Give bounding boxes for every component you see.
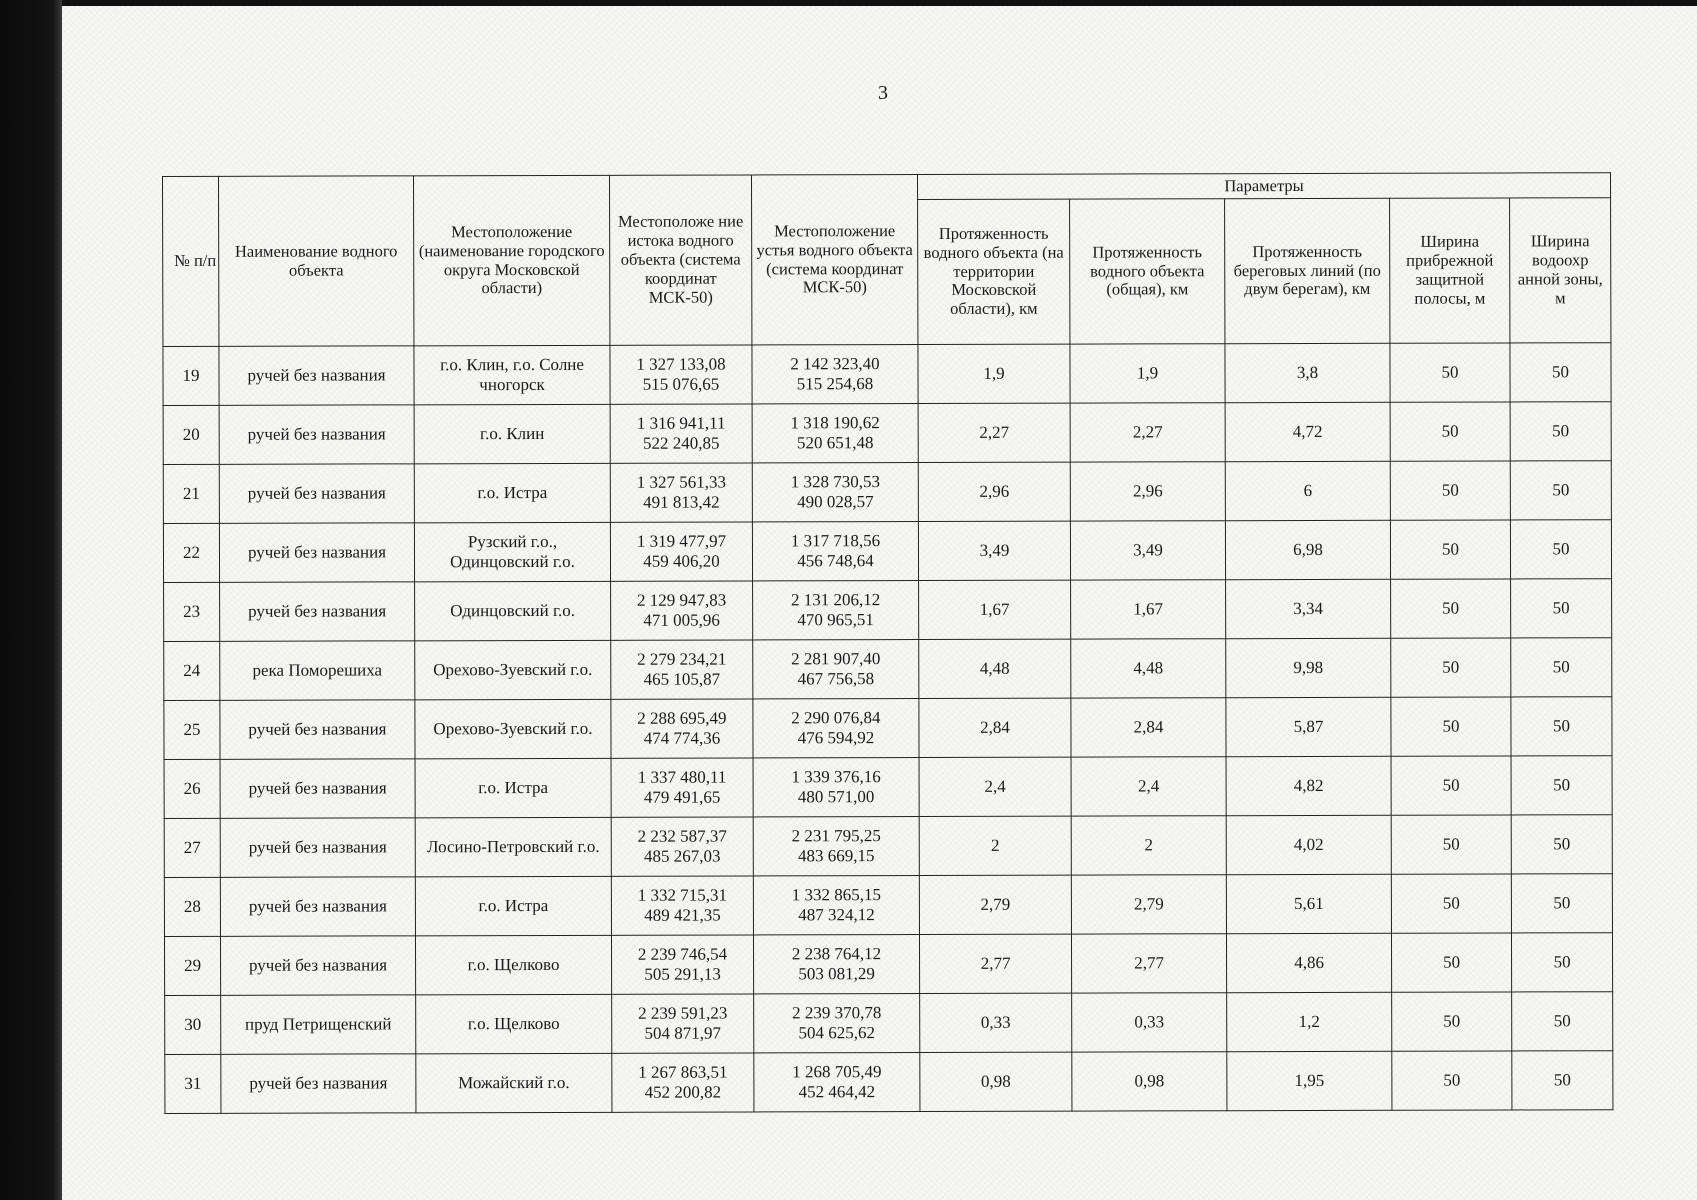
cell-num: 21 [163, 464, 219, 523]
header-len-region: Протяженность водного объекта (на территории Московской области), км [918, 199, 1070, 344]
cell-location: г.о. Щелково [416, 994, 612, 1054]
cell-shoreline: 5,87 [1226, 697, 1391, 756]
header-shore: Протяженность береговых линий (по двум берегам), км [1225, 198, 1390, 343]
cell-shoreline: 3,34 [1226, 579, 1391, 638]
cell-length-total: 2,77 [1071, 934, 1226, 993]
header-coastal: Ширина прибрежной защитной полосы, м [1390, 198, 1510, 343]
cell-length-region: 3,49 [918, 521, 1070, 580]
page-number: 3 [878, 82, 888, 104]
cell-protection-zone: 50 [1511, 874, 1612, 933]
cell-location: г.о. Клин, г.о. Солне чногорск [414, 345, 610, 405]
cell-length-total: 2,79 [1071, 875, 1226, 934]
cell-coastal-strip: 50 [1390, 402, 1510, 461]
cell-num: 20 [163, 405, 219, 464]
cell-length-total: 0,33 [1072, 993, 1227, 1052]
cell-name: ручей без названия [219, 464, 414, 524]
cell-length-region: 0,33 [920, 993, 1072, 1052]
cell-source-coords: 2 239 746,54 505 291,13 [611, 935, 753, 994]
table-row [164, 874, 1612, 937]
cell-mouth-coords: 2 231 795,25 483 669,15 [753, 817, 919, 876]
table-row [164, 933, 1612, 996]
table-row [165, 992, 1613, 1055]
cell-source-coords: 2 129 947,83 471 005,96 [611, 581, 753, 640]
cell-shoreline: 4,82 [1226, 756, 1391, 815]
cell-protection-zone: 50 [1510, 520, 1611, 579]
cell-mouth-coords: 2 281 907,40 467 756,58 [753, 640, 919, 699]
cell-mouth-coords: 1 328 730,53 490 028,57 [752, 463, 918, 522]
cell-length-total: 2,4 [1071, 757, 1226, 816]
cell-num: 25 [164, 700, 220, 759]
cell-num: 26 [164, 759, 220, 818]
cell-mouth-coords: 2 238 764,12 503 081,29 [753, 935, 919, 994]
cell-num: 31 [165, 1054, 221, 1113]
header-name: Наименование водного объекта [219, 176, 414, 347]
cell-length-region: 2,27 [918, 403, 1070, 462]
cell-mouth-coords: 1 339 376,16 480 571,00 [753, 758, 919, 817]
cell-shoreline: 1,2 [1227, 992, 1392, 1051]
cell-mouth-coords: 2 239 370,78 504 625,62 [754, 994, 920, 1053]
cell-coastal-strip: 50 [1391, 933, 1511, 992]
cell-protection-zone: 50 [1511, 756, 1612, 815]
cell-shoreline: 6 [1225, 461, 1390, 520]
cell-coastal-strip: 50 [1391, 874, 1511, 933]
cell-length-total: 1,9 [1070, 344, 1225, 403]
cell-coastal-strip: 50 [1390, 343, 1510, 402]
cell-num: 30 [165, 995, 221, 1054]
table-row [165, 1051, 1613, 1114]
cell-location: Орехово-Зуевский г.о. [415, 699, 611, 759]
cell-protection-zone: 50 [1510, 461, 1611, 520]
header-location: Местоположение (наименование городского округа Московской области) [414, 175, 610, 346]
cell-location: г.о. Истра [414, 463, 610, 523]
cell-location: г.о. Истра [415, 758, 611, 818]
scan-left-edge [0, 0, 62, 1200]
cell-length-region: 2,4 [919, 757, 1071, 816]
cell-location: Орехово-Зуевский г.о. [415, 640, 611, 700]
header-len-total: Протяженность водного объекта (общая), км [1070, 199, 1225, 344]
cell-source-coords: 2 232 587,37 485 267,03 [611, 817, 753, 876]
cell-source-coords: 2 279 234,21 465 105,87 [611, 640, 753, 699]
cell-location: Одинцовский г.о. [415, 581, 611, 641]
cell-source-coords: 1 267 863,51 452 200,82 [612, 1053, 754, 1112]
cell-num: 29 [164, 936, 220, 995]
cell-location: г.о. Клин [414, 404, 610, 464]
cell-name: река Поморешиха [220, 641, 415, 701]
cell-location: г.о. Щелково [415, 935, 611, 995]
water-bodies-table [162, 172, 1613, 1114]
cell-coastal-strip: 50 [1391, 815, 1511, 874]
cell-protection-zone: 50 [1511, 579, 1612, 638]
cell-length-total: 4,48 [1071, 639, 1226, 698]
cell-name: ручей без названия [219, 405, 414, 465]
cell-name: ручей без названия [220, 818, 415, 878]
header-mouth: Местоположение устья водного объекта (система координат МСК-50) [751, 175, 917, 345]
cell-location: Лосино-Петровский г.о. [415, 817, 611, 877]
header-row-1 [163, 173, 1611, 202]
cell-length-region: 2,84 [919, 698, 1071, 757]
cell-length-region: 2 [919, 816, 1071, 875]
cell-source-coords: 1 316 941,11 522 240,85 [610, 404, 752, 463]
cell-name: пруд Петрищенский [221, 995, 416, 1055]
cell-shoreline: 4,02 [1226, 815, 1391, 874]
table-row [163, 343, 1611, 406]
cell-length-region: 0,98 [920, 1052, 1072, 1111]
cell-length-total: 3,49 [1070, 521, 1225, 580]
cell-protection-zone: 50 [1511, 815, 1612, 874]
cell-source-coords: 1 327 561,33 491 813,42 [610, 463, 752, 522]
cell-coastal-strip: 50 [1391, 579, 1511, 638]
cell-length-total: 2,27 [1070, 403, 1225, 462]
cell-shoreline: 4,72 [1225, 402, 1390, 461]
table-row [163, 402, 1611, 465]
cell-source-coords: 1 319 477,97 459 406,20 [610, 522, 752, 581]
table-row [163, 520, 1611, 583]
cell-mouth-coords: 1 318 190,62 520 651,48 [752, 404, 918, 463]
cell-name: ручей без названия [220, 700, 415, 760]
cell-shoreline: 4,86 [1226, 933, 1391, 992]
cell-source-coords: 1 332 715,31 489 421,35 [611, 876, 753, 935]
cell-mouth-coords: 1 268 705,49 452 464,42 [754, 1053, 920, 1112]
cell-source-coords: 2 288 695,49 474 774,36 [611, 699, 753, 758]
cell-length-total: 1,67 [1071, 580, 1226, 639]
cell-name: ручей без названия [221, 1054, 416, 1114]
cell-shoreline: 9,98 [1226, 638, 1391, 697]
cell-length-total: 2,96 [1070, 462, 1225, 521]
cell-coastal-strip: 50 [1390, 461, 1510, 520]
cell-coastal-strip: 50 [1390, 520, 1510, 579]
cell-mouth-coords: 2 131 206,12 470 965,51 [753, 581, 919, 640]
cell-protection-zone: 50 [1512, 992, 1613, 1051]
cell-mouth-coords: 1 317 718,56 456 748,64 [752, 522, 918, 581]
table-row [164, 638, 1612, 701]
cell-protection-zone: 50 [1511, 638, 1612, 697]
cell-length-total: 0,98 [1072, 1052, 1227, 1111]
cell-num: 19 [163, 346, 219, 405]
cell-source-coords: 1 327 133,08 515 076,65 [610, 345, 752, 404]
cell-source-coords: 1 337 480,11 479 491,65 [611, 758, 753, 817]
cell-name: ручей без названия [220, 936, 415, 996]
cell-mouth-coords: 2 290 076,84 476 594,92 [753, 699, 919, 758]
cell-length-region: 1,9 [918, 344, 1070, 403]
cell-num: 24 [164, 641, 220, 700]
cell-coastal-strip: 50 [1392, 992, 1512, 1051]
table-row [164, 756, 1612, 819]
cell-protection-zone: 50 [1510, 402, 1611, 461]
cell-num: 23 [164, 582, 220, 641]
cell-num: 28 [164, 877, 220, 936]
cell-length-total: 2,84 [1071, 698, 1226, 757]
cell-mouth-coords: 2 142 323,40 515 254,68 [752, 345, 918, 404]
cell-length-region: 2,96 [918, 462, 1070, 521]
cell-name: ручей без названия [219, 523, 414, 583]
cell-protection-zone: 50 [1511, 697, 1612, 756]
cell-protection-zone: 50 [1510, 343, 1611, 402]
cell-location: Можайский г.о. [416, 1053, 612, 1113]
cell-length-region: 4,48 [919, 639, 1071, 698]
cell-length-total: 2 [1071, 816, 1226, 875]
cell-name: ручей без названия [219, 346, 414, 406]
cell-protection-zone: 50 [1511, 933, 1612, 992]
header-num: № п/п [163, 176, 219, 346]
table-row [164, 815, 1612, 878]
table-row [163, 461, 1611, 524]
cell-location: г.о. Истра [415, 876, 611, 936]
cell-name: ручей без названия [220, 759, 415, 819]
cell-length-region: 2,79 [919, 875, 1071, 934]
cell-name: ручей без названия [220, 877, 415, 937]
cell-num: 22 [163, 523, 219, 582]
header-source: Местоположе ние истока водного объекта (система координат МСК-50) [609, 175, 751, 345]
cell-coastal-strip: 50 [1392, 1051, 1512, 1110]
cell-length-region: 2,77 [919, 934, 1071, 993]
header-protect: Ширина водоохр анной зоны, м [1510, 198, 1611, 343]
cell-coastal-strip: 50 [1391, 697, 1511, 756]
cell-shoreline: 5,61 [1226, 874, 1391, 933]
cell-shoreline: 6,98 [1225, 520, 1390, 579]
cell-length-region: 1,67 [919, 580, 1071, 639]
table-row [164, 697, 1612, 760]
table-row [164, 579, 1612, 642]
cell-shoreline: 1,95 [1227, 1051, 1392, 1110]
cell-source-coords: 2 239 591,23 504 871,97 [612, 994, 754, 1053]
cell-num: 27 [164, 818, 220, 877]
cell-protection-zone: 50 [1512, 1051, 1613, 1110]
cell-name: ручей без названия [220, 582, 415, 642]
cell-location: Рузский г.о., Одинцовский г.о. [414, 522, 610, 582]
cell-coastal-strip: 50 [1391, 638, 1511, 697]
cell-shoreline: 3,8 [1225, 343, 1390, 402]
cell-mouth-coords: 1 332 865,15 487 324,12 [753, 876, 919, 935]
cell-coastal-strip: 50 [1391, 756, 1511, 815]
header-params: Параметры [917, 173, 1610, 200]
